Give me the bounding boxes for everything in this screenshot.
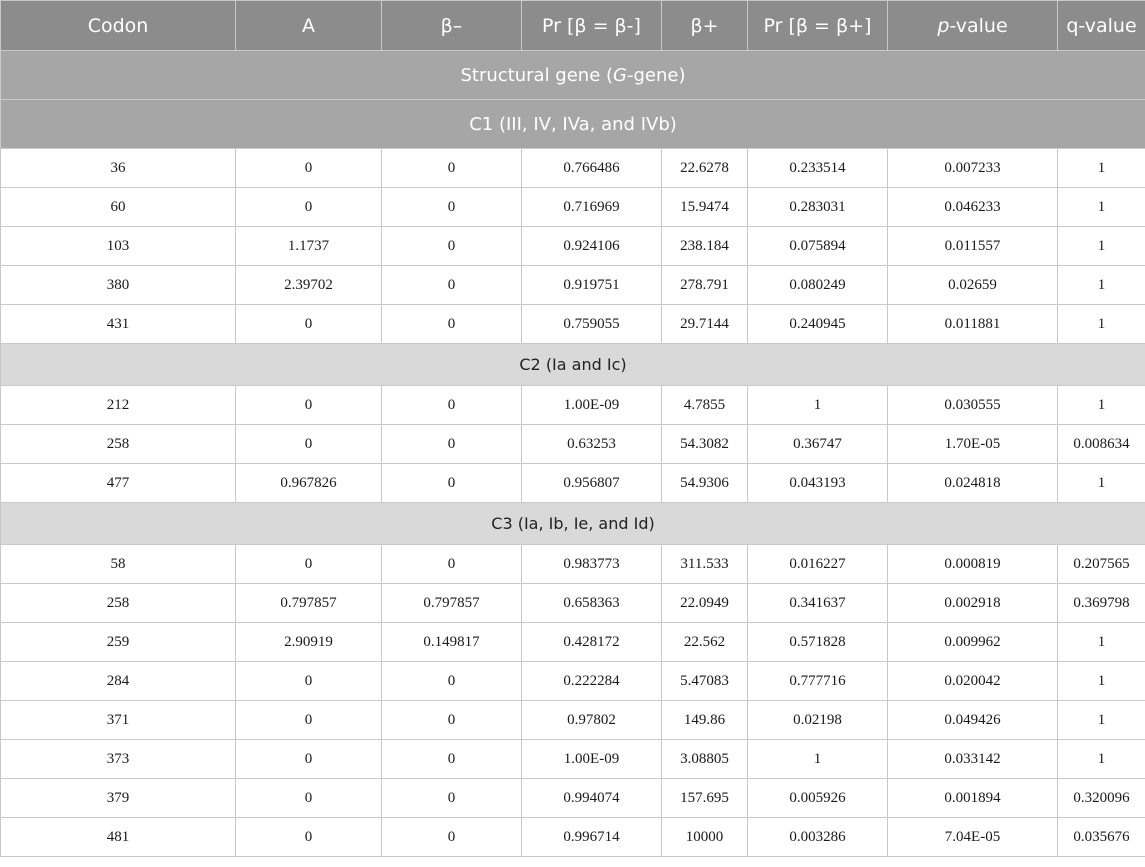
section-c1 bbox=[1, 100, 1145, 149]
table-row bbox=[1, 740, 1145, 779]
table-row bbox=[1, 779, 1145, 818]
header-beta-plus: β+ bbox=[662, 1, 748, 51]
pr-beta-plus-cell: 0.777716 bbox=[748, 662, 888, 701]
pr-beta-plus-cell: 0.233514 bbox=[748, 149, 888, 188]
p-value-cell: 0.007233 bbox=[888, 149, 1058, 188]
codon-cell: 103 bbox=[1, 227, 236, 266]
beta-minus-cell: 0 bbox=[382, 305, 522, 344]
p-value-cell: 7.04E-05 bbox=[888, 818, 1058, 857]
header-pr-beta-plus: Pr [β = β+] bbox=[748, 1, 888, 51]
codon-cell: 36 bbox=[1, 149, 236, 188]
a-cell: 0 bbox=[236, 305, 382, 344]
a-cell: 0 bbox=[236, 701, 382, 740]
header-pr-beta-minus: Pr [β = β-] bbox=[522, 1, 662, 51]
section-structural-gene-label: Structural gene (G-gene) bbox=[1, 51, 1145, 100]
codon-cell: 60 bbox=[1, 188, 236, 227]
q-value-cell: 1 bbox=[1058, 740, 1145, 779]
beta-minus-cell: 0 bbox=[382, 149, 522, 188]
pr-beta-minus-cell: 0.759055 bbox=[522, 305, 662, 344]
beta-plus-cell: 54.3082 bbox=[662, 425, 748, 464]
table-row bbox=[1, 425, 1145, 464]
p-value-cell: 0.046233 bbox=[888, 188, 1058, 227]
table-row bbox=[1, 386, 1145, 425]
a-cell: 0 bbox=[236, 779, 382, 818]
beta-plus-cell: 10000 bbox=[662, 818, 748, 857]
q-value-cell: 1 bbox=[1058, 149, 1145, 188]
pr-beta-minus-cell: 0.658363 bbox=[522, 584, 662, 623]
a-cell: 0 bbox=[236, 818, 382, 857]
pr-beta-minus-cell: 0.996714 bbox=[522, 818, 662, 857]
a-cell: 0 bbox=[236, 662, 382, 701]
p-value-cell: 0.009962 bbox=[888, 623, 1058, 662]
pr-beta-plus-cell: 0.016227 bbox=[748, 545, 888, 584]
beta-plus-cell: 22.0949 bbox=[662, 584, 748, 623]
beta-minus-cell: 0.797857 bbox=[382, 584, 522, 623]
q-value-cell: 0.207565 bbox=[1058, 545, 1145, 584]
codon-cell: 431 bbox=[1, 305, 236, 344]
codon-cell: 212 bbox=[1, 386, 236, 425]
q-value-cell: 0.369798 bbox=[1058, 584, 1145, 623]
pr-beta-minus-cell: 0.994074 bbox=[522, 779, 662, 818]
table-row bbox=[1, 662, 1145, 701]
pr-beta-minus-cell: 1.00E-09 bbox=[522, 386, 662, 425]
section-c1-label: C1 (III, IV, IVa, and IVb) bbox=[1, 100, 1145, 149]
q-value-cell: 1 bbox=[1058, 266, 1145, 305]
beta-minus-cell: 0 bbox=[382, 386, 522, 425]
codon-cell: 259 bbox=[1, 623, 236, 662]
pr-beta-plus-cell: 0.283031 bbox=[748, 188, 888, 227]
pr-beta-minus-cell: 0.222284 bbox=[522, 662, 662, 701]
header-beta-minus: β– bbox=[382, 1, 522, 51]
codon-cell: 373 bbox=[1, 740, 236, 779]
beta-minus-cell: 0 bbox=[382, 779, 522, 818]
q-value-cell: 1 bbox=[1058, 227, 1145, 266]
p-value-cell: 0.030555 bbox=[888, 386, 1058, 425]
table-row bbox=[1, 266, 1145, 305]
beta-minus-cell: 0 bbox=[382, 545, 522, 584]
header-a: A bbox=[236, 1, 382, 51]
q-value-cell: 0.035676 bbox=[1058, 818, 1145, 857]
p-value-cell: 0.024818 bbox=[888, 464, 1058, 503]
pr-beta-plus-cell: 0.36747 bbox=[748, 425, 888, 464]
beta-plus-cell: 278.791 bbox=[662, 266, 748, 305]
beta-plus-cell: 238.184 bbox=[662, 227, 748, 266]
beta-plus-cell: 22.6278 bbox=[662, 149, 748, 188]
codon-cell: 477 bbox=[1, 464, 236, 503]
beta-minus-cell: 0 bbox=[382, 227, 522, 266]
beta-plus-cell: 22.562 bbox=[662, 623, 748, 662]
q-value-cell: 0.320096 bbox=[1058, 779, 1145, 818]
beta-plus-cell: 157.695 bbox=[662, 779, 748, 818]
pr-beta-minus-cell: 0.63253 bbox=[522, 425, 662, 464]
q-value-cell: 1 bbox=[1058, 623, 1145, 662]
p-value-cell: 0.049426 bbox=[888, 701, 1058, 740]
pr-beta-minus-cell: 0.919751 bbox=[522, 266, 662, 305]
p-value-cell: 1.70E-05 bbox=[888, 425, 1058, 464]
beta-minus-cell: 0 bbox=[382, 266, 522, 305]
table-row bbox=[1, 149, 1145, 188]
pr-beta-plus-cell: 0.571828 bbox=[748, 623, 888, 662]
table-row bbox=[1, 188, 1145, 227]
beta-minus-cell: 0 bbox=[382, 740, 522, 779]
pr-beta-minus-cell: 1.00E-09 bbox=[522, 740, 662, 779]
p-value-cell: 0.02659 bbox=[888, 266, 1058, 305]
table-row bbox=[1, 227, 1145, 266]
p-value-cell: 0.020042 bbox=[888, 662, 1058, 701]
pr-beta-minus-cell: 0.766486 bbox=[522, 149, 662, 188]
pr-beta-plus-cell: 0.341637 bbox=[748, 584, 888, 623]
codon-cell: 58 bbox=[1, 545, 236, 584]
a-cell: 0 bbox=[236, 386, 382, 425]
pr-beta-plus-cell: 0.080249 bbox=[748, 266, 888, 305]
a-cell: 2.39702 bbox=[236, 266, 382, 305]
beta-minus-cell: 0 bbox=[382, 662, 522, 701]
a-cell: 0 bbox=[236, 740, 382, 779]
beta-minus-cell: 0 bbox=[382, 464, 522, 503]
section-c3 bbox=[1, 503, 1145, 545]
q-value-cell: 1 bbox=[1058, 386, 1145, 425]
q-value-cell: 1 bbox=[1058, 701, 1145, 740]
a-cell: 1.1737 bbox=[236, 227, 382, 266]
beta-minus-cell: 0 bbox=[382, 701, 522, 740]
a-cell: 0.797857 bbox=[236, 584, 382, 623]
pr-beta-plus-cell: 0.240945 bbox=[748, 305, 888, 344]
p-value-cell: 0.011557 bbox=[888, 227, 1058, 266]
a-cell: 0.967826 bbox=[236, 464, 382, 503]
q-value-cell: 1 bbox=[1058, 662, 1145, 701]
p-value-cell: 0.002918 bbox=[888, 584, 1058, 623]
beta-plus-cell: 311.533 bbox=[662, 545, 748, 584]
beta-plus-cell: 54.9306 bbox=[662, 464, 748, 503]
codon-cell: 379 bbox=[1, 779, 236, 818]
beta-plus-cell: 5.47083 bbox=[662, 662, 748, 701]
pr-beta-plus-cell: 0.02198 bbox=[748, 701, 888, 740]
a-cell: 0 bbox=[236, 188, 382, 227]
a-cell: 2.90919 bbox=[236, 623, 382, 662]
pr-beta-minus-cell: 0.956807 bbox=[522, 464, 662, 503]
beta-minus-cell: 0 bbox=[382, 425, 522, 464]
p-value-cell: 0.001894 bbox=[888, 779, 1058, 818]
table-row bbox=[1, 818, 1145, 857]
table-row bbox=[1, 701, 1145, 740]
codon-cell: 284 bbox=[1, 662, 236, 701]
a-cell: 0 bbox=[236, 149, 382, 188]
beta-plus-cell: 3.08805 bbox=[662, 740, 748, 779]
codon-cell: 258 bbox=[1, 584, 236, 623]
q-value-cell: 1 bbox=[1058, 464, 1145, 503]
p-value-cell: 0.011881 bbox=[888, 305, 1058, 344]
a-cell: 0 bbox=[236, 545, 382, 584]
header-q-value: q-value bbox=[1058, 1, 1145, 51]
beta-plus-cell: 29.7144 bbox=[662, 305, 748, 344]
p-value-cell: 0.033142 bbox=[888, 740, 1058, 779]
pr-beta-plus-cell: 1 bbox=[748, 386, 888, 425]
q-value-cell: 1 bbox=[1058, 305, 1145, 344]
q-value-cell: 1 bbox=[1058, 188, 1145, 227]
q-value-cell: 0.008634 bbox=[1058, 425, 1145, 464]
beta-minus-cell: 0 bbox=[382, 188, 522, 227]
section-c2-label: C2 (Ia and Ic) bbox=[1, 344, 1145, 386]
pr-beta-minus-cell: 0.428172 bbox=[522, 623, 662, 662]
beta-minus-cell: 0 bbox=[382, 818, 522, 857]
table-row bbox=[1, 464, 1145, 503]
beta-plus-cell: 4.7855 bbox=[662, 386, 748, 425]
beta-plus-cell: 149.86 bbox=[662, 701, 748, 740]
codon-cell: 481 bbox=[1, 818, 236, 857]
table-row bbox=[1, 545, 1145, 584]
table-row bbox=[1, 623, 1145, 662]
codon-cell: 380 bbox=[1, 266, 236, 305]
a-cell: 0 bbox=[236, 425, 382, 464]
pr-beta-minus-cell: 0.983773 bbox=[522, 545, 662, 584]
codon-cell: 258 bbox=[1, 425, 236, 464]
beta-minus-cell: 0.149817 bbox=[382, 623, 522, 662]
header-p-value: p-value bbox=[888, 1, 1058, 51]
pr-beta-minus-cell: 0.97802 bbox=[522, 701, 662, 740]
section-c3-label: C3 (Ia, Ib, Ie, and Id) bbox=[1, 503, 1145, 545]
pr-beta-plus-cell: 0.005926 bbox=[748, 779, 888, 818]
pr-beta-plus-cell: 1 bbox=[748, 740, 888, 779]
codon-cell: 371 bbox=[1, 701, 236, 740]
pr-beta-plus-cell: 0.003286 bbox=[748, 818, 888, 857]
pr-beta-minus-cell: 0.924106 bbox=[522, 227, 662, 266]
beta-plus-cell: 15.9474 bbox=[662, 188, 748, 227]
pr-beta-plus-cell: 0.043193 bbox=[748, 464, 888, 503]
section-c2 bbox=[1, 344, 1145, 386]
header-row bbox=[1, 1, 1145, 51]
pr-beta-plus-cell: 0.075894 bbox=[748, 227, 888, 266]
section-structural-gene bbox=[1, 51, 1145, 100]
p-value-cell: 0.000819 bbox=[888, 545, 1058, 584]
header-codon: Codon bbox=[1, 1, 236, 51]
table-row bbox=[1, 305, 1145, 344]
table-row bbox=[1, 584, 1145, 623]
pr-beta-minus-cell: 0.716969 bbox=[522, 188, 662, 227]
